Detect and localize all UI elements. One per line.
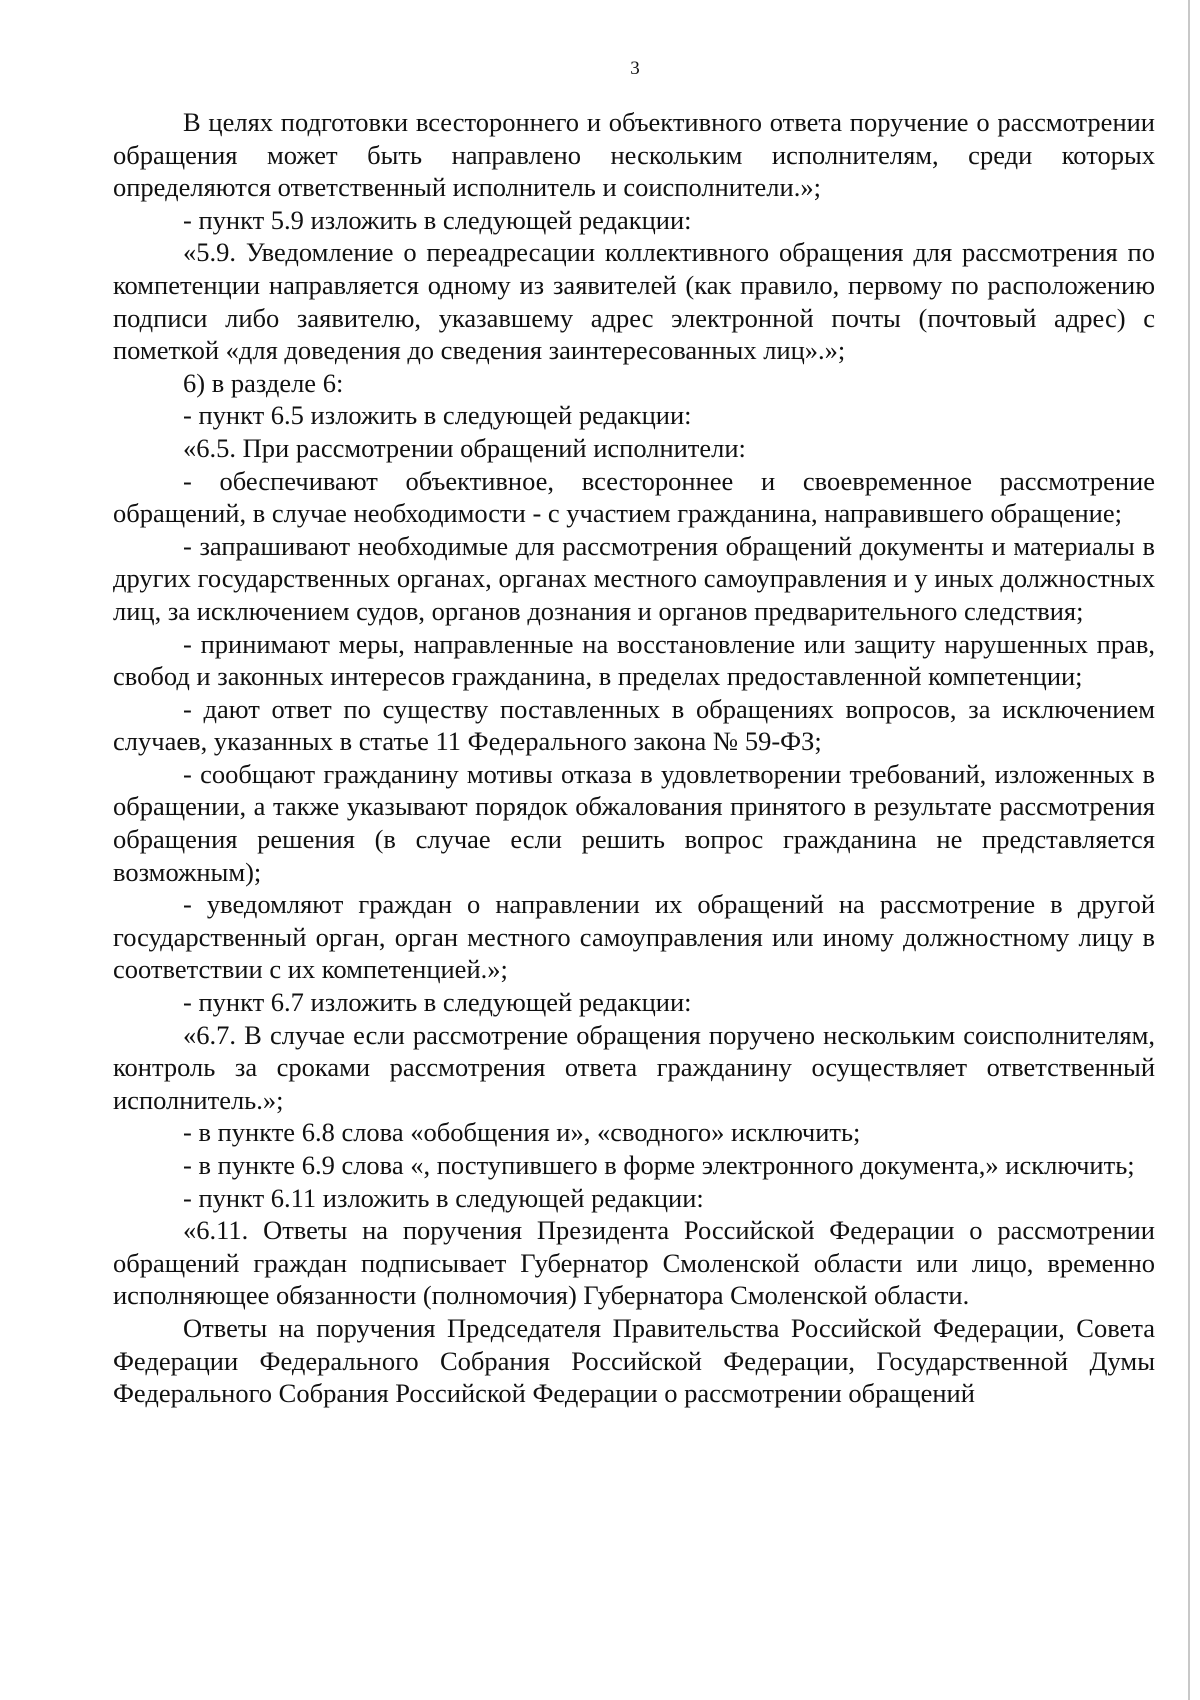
paragraph: - в пункте 6.9 слова «, поступившего в форме электронного документа,» исключить; bbox=[183, 1150, 1135, 1180]
paragraph: - запрашивают необходимые для рассмотрения обращений документы и материалы в других государственных органах, органах местного самоуправления и у иных должностных лиц, за исключением судов, органов дознания и органов предварительного следствия; bbox=[113, 530, 1155, 626]
paragraph: - принимают меры, направленные на восстановление или защиту нарушенных прав, свобод и законных интересов гражданина, в пределах предоставленной компетенции; bbox=[113, 628, 1155, 692]
paragraph: - уведомляют граждан о направлении их обращений на рассмотрение в другой государственный орган, орган местного самоуправления или иному должностному лицу в соответствии с их компетенцией.»; bbox=[113, 889, 1155, 985]
paragraph: «6.11. Ответы на поручения Президента Российской Федерации о рассмотрении обращений граждан подписывает Губернатор Смоленской области или лицо, временно исполняющее обязанности (полномочия) Губернатора Смоленской области. bbox=[113, 1215, 1155, 1311]
paragraph: 6) в разделе 6: bbox=[183, 367, 344, 398]
paragraph: - пункт 6.7 изложить в следующей редакции: bbox=[183, 987, 692, 1018]
paragraph: В целях подготовки всестороннего и объективного ответа поручение о рассмотрении обращения может быть направлено нескольким исполнителям, среди которых определяются ответственный исполнитель и соисполнители.»; bbox=[113, 107, 1155, 203]
paragraph: Ответы на поручения Председателя Правительства Российской Федерации, Совета Федерации Федерального Собрания Российской Федерации, Государственной Думы Федерального Собрания Российской Федерации о рассмотрении обращений bbox=[113, 1312, 1155, 1409]
document-body bbox=[113, 106, 1155, 1410]
paragraph: - пункт 5.9 изложить в следующей редакции: bbox=[183, 204, 692, 235]
paragraph: «5.9. Уведомление о переадресации коллективного обращения для рассмотрения по компетенции направляется одному из заявителей (как правило, первому по расположению подписи либо заявителю, указавшему адрес электронной почты (почтовый адрес) с пометкой «для доведения до сведения заинтересованных лиц».»; bbox=[113, 237, 1155, 366]
paragraph: - обеспечивают объективное, всестороннее и своевременное рассмотрение обращений, в случае необходимости - с участием гражданина, направившего обращение; bbox=[113, 465, 1155, 529]
paragraph: - пункт 6.11 изложить в следующей редакции: bbox=[183, 1182, 704, 1213]
page-number: 3 bbox=[630, 58, 640, 79]
page-edge-line bbox=[1188, 0, 1190, 1700]
paragraph: - в пункте 6.8 слова «обобщения и», «сводного» исключить; bbox=[183, 1117, 861, 1148]
paragraph: «6.7. В случае если рассмотрение обращения поручено нескольким соисполнителям, контроль за сроками рассмотрения ответа гражданину осуществляет ответственный исполнитель.»; bbox=[113, 1019, 1155, 1115]
paragraph: «6.5. При рассмотрении обращений исполнители: bbox=[183, 432, 746, 463]
paragraph: - пункт 6.5 изложить в следующей редакции: bbox=[183, 400, 692, 431]
paragraph: - сообщают гражданину мотивы отказа в удовлетворении требований, изложенных в обращении, а также указывают порядок обжалования принятого в результате рассмотрения обращения решения (в случае если решить вопрос гражданина не представляется возможным); bbox=[113, 758, 1155, 887]
paragraph: - дают ответ по существу поставленных в обращениях вопросов, за исключением случаев, указанных в статье 11 Федерального закона № 59-ФЗ; bbox=[113, 693, 1155, 757]
